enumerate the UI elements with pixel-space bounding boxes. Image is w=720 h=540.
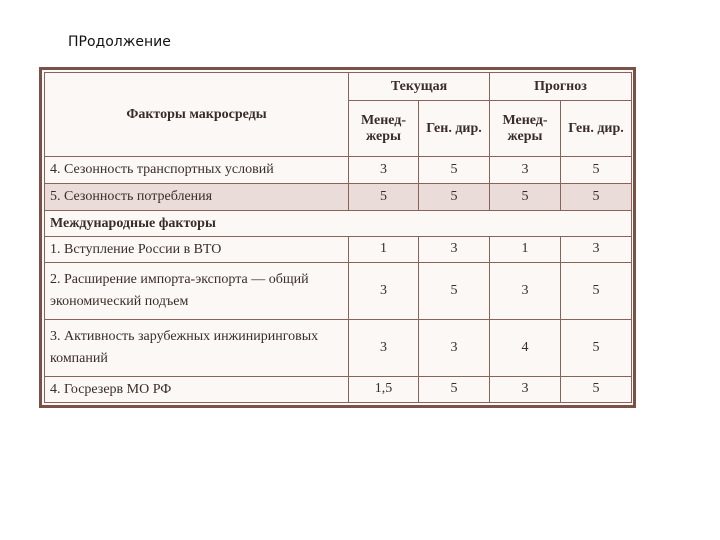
- cell-value: 5: [561, 157, 632, 184]
- cell-value: 3: [419, 319, 490, 376]
- cell-value: 1: [349, 236, 419, 262]
- section-header-row: [45, 210, 632, 236]
- cell-value: 1: [490, 236, 561, 262]
- cell-value: 5: [561, 319, 632, 376]
- table-row: [45, 262, 632, 319]
- header-forecast-managers: Менед- жеры: [490, 101, 561, 157]
- cell-value: 5: [419, 157, 490, 184]
- section-label: Международные факторы: [45, 210, 632, 236]
- macro-factors-table: [44, 72, 632, 403]
- row-label: 5. Сезонность потребления: [45, 184, 349, 211]
- header-current-managers: Менед- жеры: [349, 101, 419, 157]
- cell-value: 3: [490, 262, 561, 319]
- row-label: 4. Госрезерв МО РФ: [45, 376, 349, 402]
- row-label: 3. Активность зарубежных инжиниринговых компаний: [45, 319, 349, 376]
- cell-value: 5: [490, 184, 561, 211]
- cell-value: 4: [490, 319, 561, 376]
- cell-value: 5: [561, 184, 632, 211]
- cell-value: 5: [561, 262, 632, 319]
- cell-value: 3: [561, 236, 632, 262]
- table-row: [45, 157, 632, 184]
- cell-value: 3: [490, 376, 561, 402]
- macro-factors-table-frame: [39, 67, 636, 408]
- header-current: Текущая: [349, 73, 490, 101]
- header-forecast: Прогноз: [490, 73, 632, 101]
- cell-value: 5: [419, 262, 490, 319]
- table-row-highlighted: [45, 184, 632, 211]
- row-label: 2. Расширение импорта-экспорта — общий экономический подъем: [45, 262, 349, 319]
- cell-value: 3: [349, 262, 419, 319]
- table-row: [45, 376, 632, 402]
- cell-value: 3: [349, 157, 419, 184]
- cell-value: 3: [349, 319, 419, 376]
- cell-value: 5: [349, 184, 419, 211]
- row-label: 1. Вступление России в ВТО: [45, 236, 349, 262]
- row-label: 4. Сезонность транспортных условий: [45, 157, 349, 184]
- cell-value: 3: [490, 157, 561, 184]
- slide-title: ПРодолжение: [68, 34, 171, 50]
- header-forecast-gen-dir: Ген. дир.: [561, 101, 632, 157]
- cell-value: 1,5: [349, 376, 419, 402]
- cell-value: 5: [419, 376, 490, 402]
- header-current-gen-dir: Ген. дир.: [419, 101, 490, 157]
- table-row: [45, 319, 632, 376]
- cell-value: 5: [419, 184, 490, 211]
- cell-value: 3: [419, 236, 490, 262]
- table-row: [45, 236, 632, 262]
- header-factors: Факторы макросреды: [45, 73, 349, 157]
- cell-value: 5: [561, 376, 632, 402]
